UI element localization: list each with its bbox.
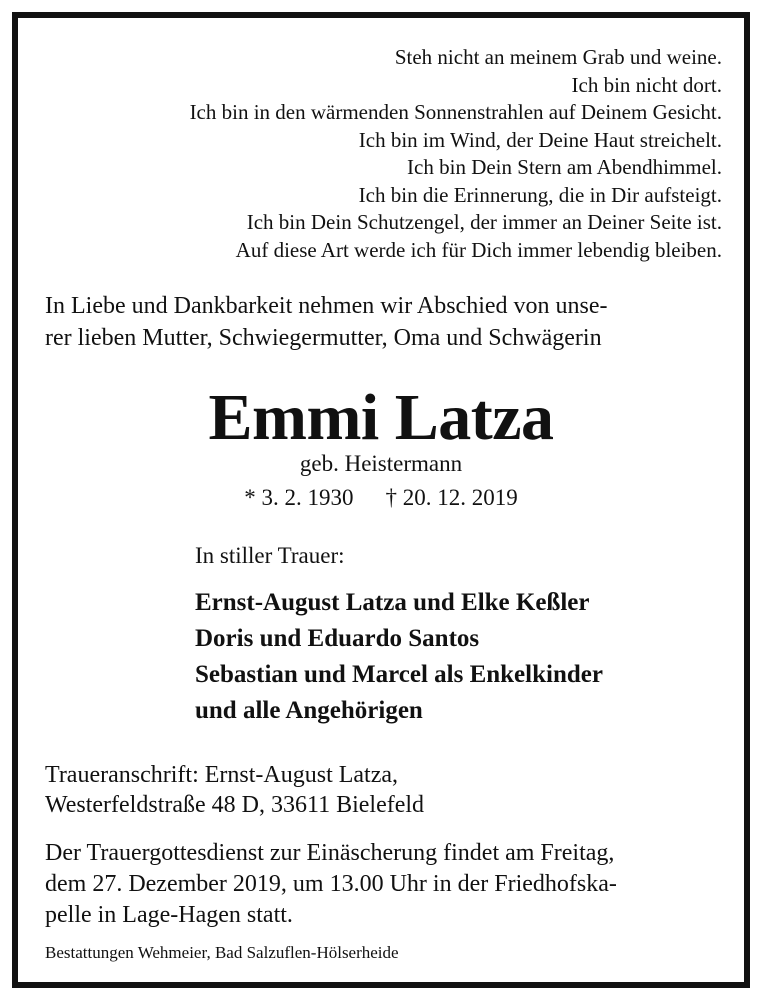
- undertaker-credit: Bestattungen Wehmeier, Bad Salzuflen-Hölserheide: [45, 943, 399, 962]
- intro-line: In Liebe und Dankbarkeit nehmen wir Abschied von unse-: [45, 293, 608, 319]
- mourner-line: und alle Angehörigen: [195, 697, 423, 724]
- mourners-list: [195, 585, 735, 729]
- poem-line: Steh nicht an meinem Grab und weine.: [394, 45, 722, 69]
- mourner-line: Doris und Eduardo Santos: [195, 625, 480, 652]
- mourning-address: [45, 760, 725, 820]
- mourners-label: In stiller Trauer:: [195, 543, 345, 568]
- mourner-line: Ernst-August Latza und Elke Keßler: [195, 589, 590, 616]
- birth-date: * 3. 2. 1930: [244, 485, 354, 510]
- address-line: Traueranschrift: Ernst-August Latza,: [45, 762, 399, 788]
- service-line: dem 27. Dezember 2019, um 13.00 Uhr in der Friedhofska-: [45, 871, 617, 897]
- intro-line: rer lieben Mutter, Schwiegermutter, Oma und Schwägerin: [45, 325, 602, 351]
- life-dates: [0, 483, 762, 513]
- death-date: † 20. 12. 2019: [385, 485, 518, 510]
- poem-line: Ich bin im Wind, der Deine Haut streichelt.: [358, 127, 722, 152]
- service-line: Der Trauergottesdienst zur Einäscherung findet am Freitag,: [45, 840, 615, 866]
- poem-line: Ich bin Dein Stern am Abendhimmel.: [407, 155, 722, 179]
- poem: [30, 44, 722, 264]
- poem-line: Ich bin die Erinnerung, die in Dir aufsteigt.: [358, 182, 722, 207]
- address-line: Westerfeldstraße 48 D, 33611 Bielefeld: [45, 792, 425, 818]
- poem-line: Ich bin Dein Schutzengel, der immer an Deiner Seite ist.: [246, 210, 722, 234]
- poem-line: Ich bin in den wärmenden Sonnenstrahlen auf Deinem Gesicht.: [189, 100, 722, 124]
- mourner-line: Sebastian und Marcel als Enkelkinder: [195, 661, 603, 688]
- poem-line: Auf diese Art werde ich für Dich immer lebendig bleiben.: [235, 237, 722, 262]
- intro-text: [45, 290, 725, 354]
- service-info: [45, 838, 735, 931]
- maiden-name: geb. Heistermann: [299, 451, 463, 476]
- service-line: pelle in Lage-Hagen statt.: [45, 902, 293, 928]
- deceased-name: Emmi Latza: [208, 381, 554, 454]
- poem-line: Ich bin nicht dort.: [571, 72, 722, 97]
